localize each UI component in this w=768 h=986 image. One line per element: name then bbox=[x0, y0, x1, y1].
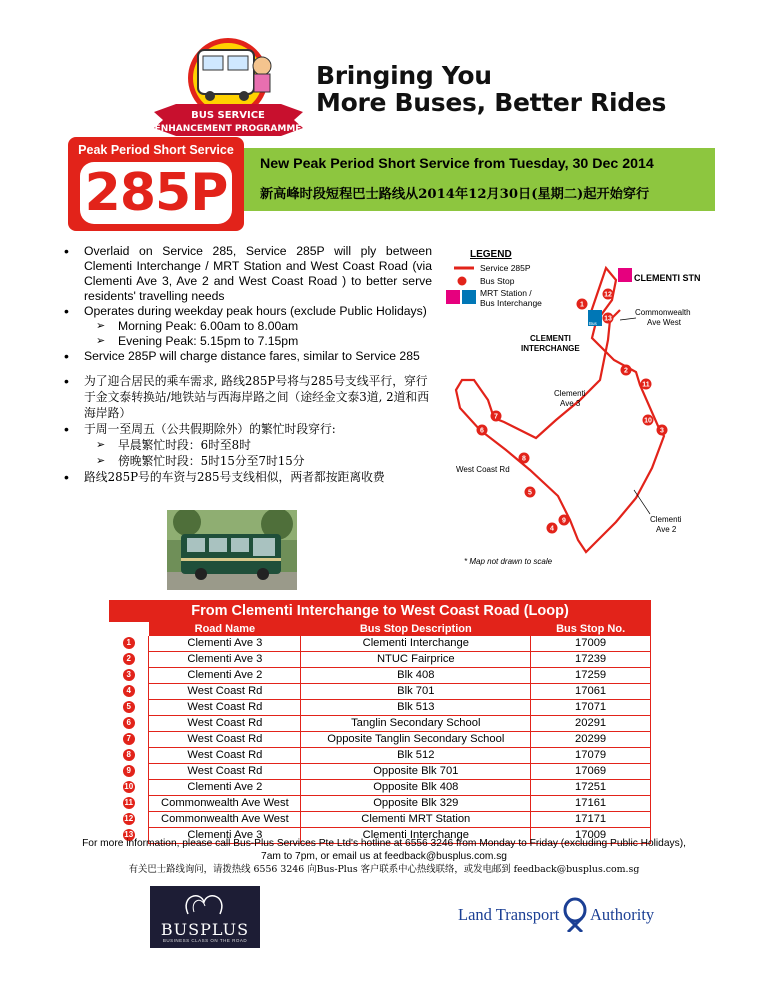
footer-contact bbox=[60, 837, 708, 876]
table-row bbox=[109, 700, 651, 716]
bsep-logo bbox=[146, 36, 311, 146]
stop-number-cell bbox=[109, 700, 149, 716]
header-desc: Bus Stop Description bbox=[301, 622, 531, 636]
label-commonwealth-1: Commonwealth bbox=[635, 308, 691, 317]
stop-code-cell: 17079 bbox=[531, 748, 651, 764]
stop-number-cell bbox=[109, 684, 149, 700]
table-row bbox=[109, 684, 651, 700]
stop-description-cell: NTUC Fairprice bbox=[301, 652, 531, 668]
bus-stop-table bbox=[109, 622, 651, 844]
stop-number-cell bbox=[109, 748, 149, 764]
bullet-cn-1: • 为了迎合居民的乘车需求, 路线285P号将与285号支线平行，穿行于金文泰转换站/地铁站与西海岸路之间（途经金文泰3道, 2道和西海岸路） bbox=[62, 373, 432, 421]
commonwealth-pointer bbox=[620, 318, 636, 320]
stop-description-cell: Clementi Interchange bbox=[301, 636, 531, 652]
bus-photo bbox=[167, 510, 297, 590]
label-westcoast: West Coast Rd bbox=[456, 465, 510, 474]
road-name-cell: West Coast Rd bbox=[149, 700, 301, 716]
label-ave2-1: Clementi bbox=[650, 515, 682, 524]
table-row bbox=[109, 780, 651, 796]
road-name-cell: Clementi Ave 2 bbox=[149, 668, 301, 684]
bullet-cn-2-sub2: ➢ 傍晚繁忙时段：5时15分至7时15分 bbox=[62, 453, 432, 469]
stop-code-cell: 17239 bbox=[531, 652, 651, 668]
road-name-cell: West Coast Rd bbox=[149, 684, 301, 700]
legend-service: Service 285P bbox=[480, 263, 531, 273]
legend-bus-icon bbox=[462, 290, 476, 304]
table-header-row bbox=[109, 622, 651, 636]
legend-stop-icon bbox=[458, 277, 467, 286]
road-name-cell: West Coast Rd bbox=[149, 764, 301, 780]
bullet-en-3: • Service 285P will charge distance fares, similar to Service 285 bbox=[62, 349, 432, 364]
label-ave3-1: Clementi bbox=[554, 389, 586, 398]
bullet-en-1: • Overlaid on Service 285, Service 285P will ply between Clementi Interchange / MRT Station and West Coast Road (via Clementi Ave 3, Ave 2 and West Coast Road ) to better serve residents' travelling needs bbox=[62, 244, 432, 304]
lta-text-right: Authority bbox=[590, 905, 655, 924]
svg-text:3: 3 bbox=[660, 427, 664, 435]
route-map bbox=[440, 240, 740, 580]
table-row bbox=[109, 668, 651, 684]
road-name-cell: Clementi Ave 3 bbox=[149, 636, 301, 652]
announcement-english: New Peak Period Short Service from Tuesday, 30 Dec 2014 bbox=[260, 156, 654, 172]
stop-number-cell bbox=[109, 668, 149, 684]
service-number: 285P bbox=[84, 163, 228, 223]
legend-mrt-1: MRT Station / bbox=[480, 288, 532, 298]
svg-text:1: 1 bbox=[580, 301, 584, 309]
stop-number-badge: 6 bbox=[123, 717, 135, 729]
table-row bbox=[109, 652, 651, 668]
lta-emblem-icon bbox=[562, 896, 588, 932]
label-ave2-2: Ave 2 bbox=[656, 525, 677, 534]
map-note: * Map not drawn to scale bbox=[464, 557, 553, 566]
label-ave3-2: Ave 3 bbox=[560, 399, 581, 408]
svg-text:13: 13 bbox=[604, 315, 612, 323]
stop-number-cell bbox=[109, 732, 149, 748]
stop-number-cell bbox=[109, 636, 149, 652]
header-spacer bbox=[109, 622, 149, 636]
label-clementi-stn: CLEMENTI STN bbox=[634, 273, 701, 283]
stop-description-cell: Blk 512 bbox=[301, 748, 531, 764]
footer-line3: 有关巴士路线询问，请拨热线 6556 3246 向Bus-Plus 客户联系中心热线联络，或发电邮到 feedback@busplus.com.sg bbox=[128, 864, 640, 875]
stop-code-cell: 17009 bbox=[531, 828, 651, 844]
stop-number-cell bbox=[109, 716, 149, 732]
svg-text:5: 5 bbox=[528, 489, 532, 497]
tagline-line2: More Buses, Better Rides bbox=[316, 88, 667, 117]
bullet-cn-2: • 于周一至周五（公共假期除外）的繁忙时段穿行: bbox=[62, 421, 432, 437]
table-row bbox=[109, 812, 651, 828]
table-row bbox=[109, 716, 651, 732]
road-name-cell: Commonwealth Ave West bbox=[149, 796, 301, 812]
svg-text:12: 12 bbox=[604, 291, 612, 299]
stop-number-badge: 7 bbox=[123, 733, 135, 745]
legend-title: LEGEND bbox=[470, 249, 512, 260]
stop-code-cell: 20291 bbox=[531, 716, 651, 732]
table-title: From Clementi Interchange to West Coast Road (Loop) bbox=[109, 600, 651, 622]
service-badge bbox=[68, 137, 244, 231]
stop-number-badge: 3 bbox=[123, 669, 135, 681]
stop-number-cell bbox=[109, 812, 149, 828]
svg-text:4: 4 bbox=[550, 525, 554, 533]
stop-code-cell: 17069 bbox=[531, 764, 651, 780]
stop-code-cell: 17171 bbox=[531, 812, 651, 828]
road-name-cell: Clementi Ave 3 bbox=[149, 652, 301, 668]
stop-number-cell bbox=[109, 796, 149, 812]
label-interchange-1: CLEMENTI bbox=[530, 334, 571, 343]
chinese-bullets bbox=[62, 373, 432, 485]
stop-number-badge: 1 bbox=[123, 637, 135, 649]
label-commonwealth-2: Ave West bbox=[647, 318, 681, 327]
legend-mrt-icon bbox=[446, 290, 460, 304]
stop-number-badge: 2 bbox=[123, 653, 135, 665]
stop-description-cell: Clementi MRT Station bbox=[301, 812, 531, 828]
busplus-wordmark: BUSPLUS bbox=[160, 920, 250, 939]
stop-number-badge: 5 bbox=[123, 701, 135, 713]
label-interchange-2: INTERCHANGE bbox=[521, 344, 580, 353]
road-name-cell: Commonwealth Ave West bbox=[149, 812, 301, 828]
stop-number-badge: 13 bbox=[124, 830, 134, 840]
svg-text:10: 10 bbox=[644, 417, 652, 425]
table-row bbox=[109, 748, 651, 764]
stop-number-badge: 11 bbox=[124, 798, 133, 808]
stop-description-cell: Opposite Blk 701 bbox=[301, 764, 531, 780]
road-name-cell: Clementi Ave 2 bbox=[149, 780, 301, 796]
svg-text:6: 6 bbox=[480, 427, 484, 435]
stop-description-cell: Blk 701 bbox=[301, 684, 531, 700]
stop-number-badge: 9 bbox=[123, 765, 135, 777]
road-name-cell: West Coast Rd bbox=[149, 716, 301, 732]
stop-description-cell: Opposite Tanglin Secondary School bbox=[301, 732, 531, 748]
busplus-logo bbox=[150, 886, 260, 948]
badge-inner bbox=[80, 162, 232, 224]
stop-number-badge: 12 bbox=[124, 814, 134, 824]
announcement-bar bbox=[244, 148, 715, 211]
lta-text-left: Land Transport bbox=[458, 905, 560, 924]
table-row bbox=[109, 796, 651, 812]
road-name-cell: Clementi Ave 3 bbox=[149, 828, 301, 844]
svg-text:8: 8 bbox=[522, 455, 526, 463]
stop-description-cell: Blk 513 bbox=[301, 700, 531, 716]
footer-line1: For more information, please call Bus-Plus Services Pte Ltd's hotline at 6556 3246 from Monday to Friday (excluding Public Holidays), bbox=[82, 838, 686, 849]
mrt-icon-text: MRT bbox=[620, 281, 630, 286]
logo-text-2: ENHANCEMENT PROGRAMME bbox=[154, 124, 302, 134]
header-road: Road Name bbox=[149, 622, 301, 636]
logo-text-1: BUS SERVICE bbox=[191, 110, 265, 121]
bullet-cn-2-sub1: ➢ 早晨繁忙时段：6时至8时 bbox=[62, 437, 432, 453]
bullet-en-2-sub2: ➢ Evening Peak: 5.15pm to 7.15pm bbox=[62, 334, 432, 349]
bullet-en-2-sub1: ➢ Morning Peak: 6.00am to 8.00am bbox=[62, 319, 432, 334]
english-bullets bbox=[62, 244, 432, 364]
table-row bbox=[109, 636, 651, 652]
stop-number-badge: 8 bbox=[123, 749, 135, 761]
table-row bbox=[109, 764, 651, 780]
table-row bbox=[109, 732, 651, 748]
clementi-mrt-icon bbox=[618, 268, 632, 282]
stop-number-badge: 10 bbox=[124, 782, 134, 792]
bus-stop-table-wrap bbox=[109, 600, 651, 844]
stop-number-badge: 4 bbox=[123, 685, 135, 697]
bus-icon-text: Bus bbox=[589, 321, 597, 326]
svg-text:2: 2 bbox=[624, 367, 628, 375]
stop-code-cell: 17061 bbox=[531, 684, 651, 700]
bullet-en-2: • Operates during weekday peak hours (exclude Public Holidays) bbox=[62, 304, 432, 319]
stop-number-cell bbox=[109, 652, 149, 668]
footer-line2: 7am to 7pm, or email us at feedback@busplus.com.sg bbox=[261, 851, 507, 862]
stop-number-cell bbox=[109, 764, 149, 780]
route-path bbox=[456, 268, 664, 552]
svg-text:7: 7 bbox=[494, 413, 498, 421]
announcement-chinese: 新高峰时段短程巴士路线从2014年12月30日(星期二)起开始穿行 bbox=[260, 187, 650, 202]
tagline-line1: Bringing You bbox=[316, 61, 492, 90]
stop-description-cell: Opposite Blk 408 bbox=[301, 780, 531, 796]
stop-code-cell: 17071 bbox=[531, 700, 651, 716]
stop-code-cell: 17251 bbox=[531, 780, 651, 796]
tagline bbox=[316, 62, 666, 116]
ave2-pointer bbox=[634, 490, 650, 514]
road-name-cell: West Coast Rd bbox=[149, 732, 301, 748]
stop-code-cell: 17161 bbox=[531, 796, 651, 812]
busplus-tagline: BUSINESS CLASS ON THE ROAD bbox=[162, 938, 248, 943]
legend-mrt-2: Bus Interchange bbox=[480, 298, 542, 308]
header-code: Bus Stop No. bbox=[531, 622, 651, 636]
stop-description-cell: Blk 408 bbox=[301, 668, 531, 684]
stop-code-cell: 17009 bbox=[531, 636, 651, 652]
legend-stop: Bus Stop bbox=[480, 276, 515, 286]
stop-code-cell: 20299 bbox=[531, 732, 651, 748]
svg-text:11: 11 bbox=[642, 381, 650, 389]
stop-code-cell: 17259 bbox=[531, 668, 651, 684]
lta-logo bbox=[458, 896, 668, 936]
stop-description-cell: Tanglin Secondary School bbox=[301, 716, 531, 732]
svg-text:9: 9 bbox=[562, 517, 566, 525]
badge-caption: Peak Period Short Service bbox=[78, 143, 234, 157]
stop-number-cell bbox=[109, 780, 149, 796]
bullet-cn-3: • 路线285P号的车资与285号支线相似，两者都按距离收费 bbox=[62, 469, 432, 485]
stop-description-cell: Opposite Blk 329 bbox=[301, 796, 531, 812]
road-name-cell: West Coast Rd bbox=[149, 748, 301, 764]
stop-description-cell: Clementi Interchange bbox=[301, 828, 531, 844]
